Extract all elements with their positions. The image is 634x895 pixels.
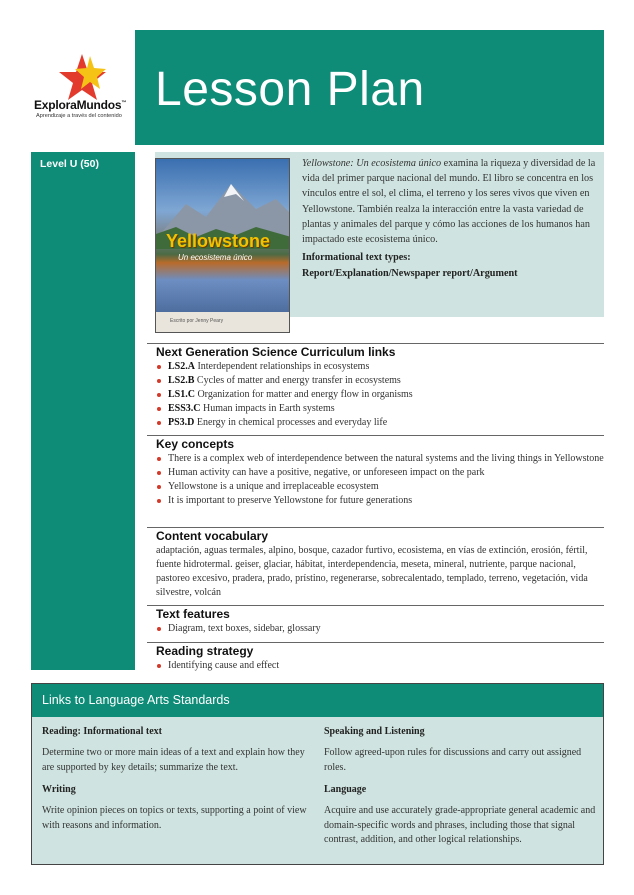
brand-name: ExploraMundos™ (34, 98, 127, 112)
list-item: Yellowstone is a unique and irreplaceable ecosystem (156, 480, 604, 494)
reading-strategy-section (147, 642, 604, 673)
language-standard-title: Language (324, 784, 367, 795)
language-arts-standards-box (31, 683, 604, 865)
text-types-list: Report/Explanation/Newspaper report/Argument (302, 268, 518, 279)
book-summary-box (155, 152, 604, 324)
key-concepts-title: Key concepts (156, 437, 235, 451)
list-item: Diagram, text boxes, sidebar, glossary (156, 622, 604, 636)
cover-subtitle: Un ecosistema único (178, 253, 253, 262)
speaking-standard-text: Follow agreed-upon rules for discussions and carry out assigned roles. (324, 747, 582, 773)
cover-title: Yellowstone (166, 231, 271, 251)
text-features-title: Text features (156, 607, 230, 621)
ngss-section (147, 343, 604, 430)
reading-strategy-list (147, 659, 604, 673)
vocabulary-text: adaptación, aguas termales, alpino, bosque, cazador furtivo, ecosistema, en vías de extinción, erosión, fértil, fuente hidrotermal. geiser, glaciar, hábitat, interdependencia, meseta, mineral, nutriente, parque nacional, pastoreo excesivo, pradera, prado, prístino, regenerarse, sobrecalentado, templado, terreno, vegetación, vida silvestre, volcán (156, 545, 588, 598)
list-item: Human activity can have a positive, negative, or unforeseen impact on the park (156, 466, 604, 480)
list-item: LS2.B Cycles of matter and energy transfer in ecosystems (156, 374, 604, 388)
key-concepts-section (147, 435, 604, 508)
reading-standard-title: Reading: Informational text (42, 726, 162, 737)
speaking-standard-title: Speaking and Listening (324, 726, 425, 737)
writing-standard-text: Write opinion pieces on topics or texts, supporting a point of view with reasons and information. (42, 805, 307, 831)
vocabulary-section (147, 527, 604, 600)
vocabulary-title: Content vocabulary (156, 529, 269, 543)
left-rail (31, 152, 135, 670)
list-item: LS2.A Interdependent relationships in ecosystems (156, 360, 604, 374)
cover-footer (156, 312, 289, 332)
list-item: There is a complex web of interdependence between the natural systems and the living things in Yellowstone (156, 452, 604, 466)
brand-tagline: Aprendizaje a través del contenido (36, 113, 122, 119)
level-label: Level U (50) (40, 158, 99, 170)
book-summary (302, 156, 598, 247)
standards-title: Links to Language Arts Standards (32, 684, 603, 717)
book-cover-image (155, 158, 290, 333)
text-features-list (147, 622, 604, 636)
reading-standard-text: Determine two or more main ideas of a text and explain how they are supported by key details; summarize the text. (42, 747, 305, 773)
page-title: Lesson Plan (155, 63, 425, 116)
text-features-section (147, 605, 604, 636)
header-band (135, 30, 604, 145)
language-standard-text: Acquire and use accurately grade-appropriate general academic and domain-specific words and phrases, including those that signal contrast, addition, and other logical relationships. (324, 805, 596, 845)
list-item: ESS3.C Human impacts in Earth systems (156, 402, 604, 416)
writing-standard-title: Writing (42, 784, 76, 795)
standards-right-column (324, 725, 599, 856)
cover-author: Escrito por Jenny Peary (170, 318, 224, 324)
key-concepts-list (147, 452, 604, 508)
ngss-list (147, 360, 604, 430)
summary-body: examina la riqueza y diversidad de la vida del primer parque nacional del mundo. El libro se concentra en los vínculos entre el sol, el clima, el terreno y los seres vivos que viven en Yellowstone. También realza la interacción entre la vasta variedad de plantas y animales del parque y cómo las acciones de los humanos han impactado este ecosistema único. (302, 158, 596, 246)
summary-book-title: Yellowstone: Un ecosistema único (302, 158, 442, 169)
list-item: PS3.D Energy in chemical processes and everyday life (156, 416, 604, 430)
reading-strategy-title: Reading strategy (156, 644, 254, 658)
ngss-title: Next Generation Science Curriculum links (156, 345, 396, 359)
list-item: LS1.C Organization for matter and energy flow in organisms (156, 388, 604, 402)
standards-left-column (42, 725, 317, 841)
list-item: It is important to preserve Yellowstone for future generations (156, 494, 604, 508)
text-types-label: Informational text types: (302, 252, 411, 263)
list-item: Identifying cause and effect (156, 659, 604, 673)
